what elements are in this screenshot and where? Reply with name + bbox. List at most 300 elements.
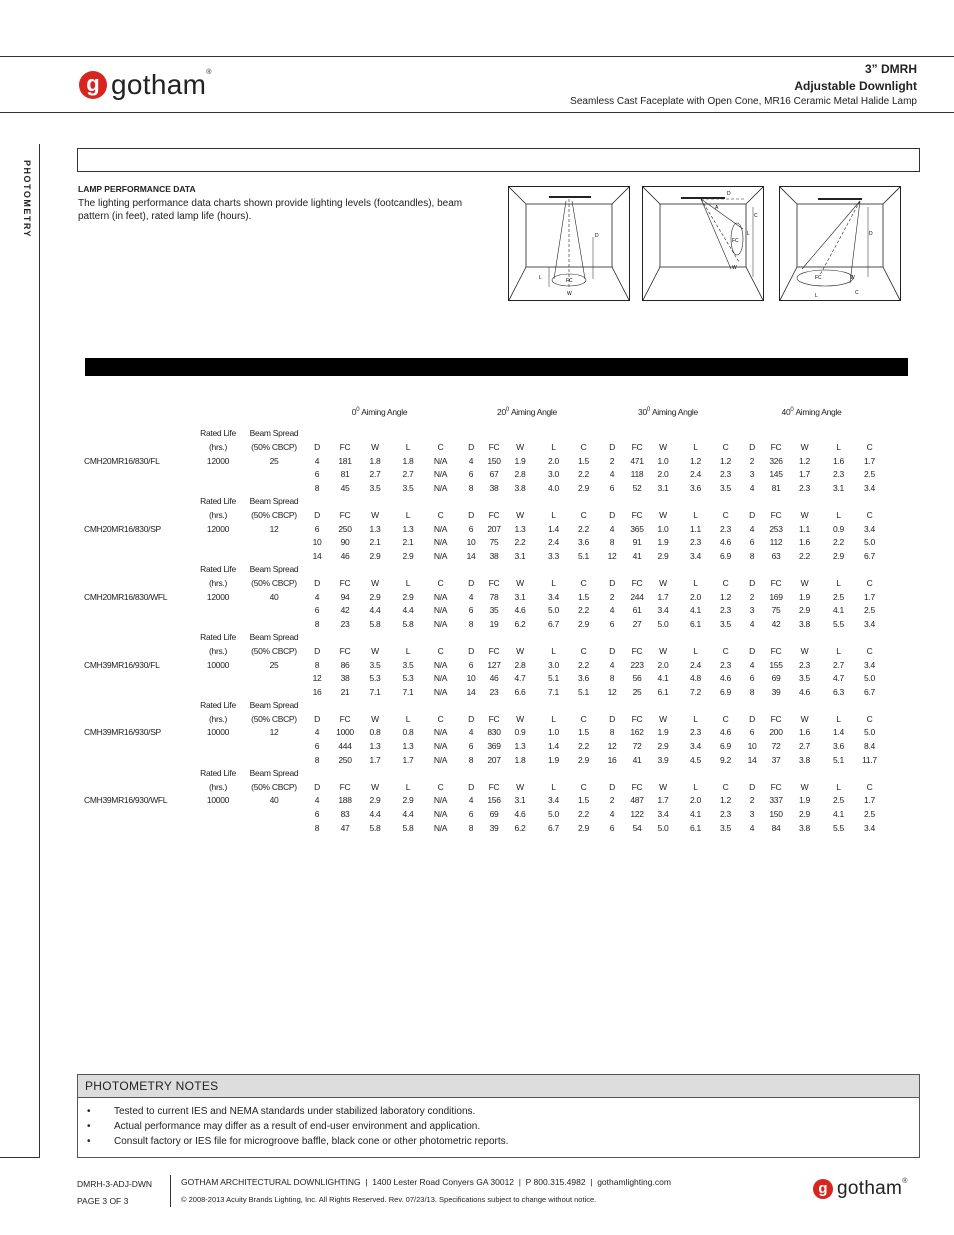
section-title-bar: [77, 148, 920, 172]
lamp-spacer: [84, 822, 190, 836]
data-cell: 5.0: [548, 605, 559, 616]
data-cell: 75: [771, 605, 781, 616]
data-cell: 8: [468, 754, 474, 765]
data-cell: 12: [607, 741, 617, 752]
data-cell: 830: [487, 727, 501, 738]
blank-cell: [679, 427, 712, 441]
blank-cell: [332, 495, 358, 509]
data-cell: 6.3: [833, 686, 844, 697]
blank-cell: [597, 767, 627, 781]
data-cell: 52: [632, 482, 642, 493]
notes-item: • Tested to current IES and NEMA standards under stabilized laboratory conditions.: [78, 1104, 919, 1119]
table-row: [84, 468, 884, 482]
data-cell: 3.5: [402, 659, 414, 670]
data-cell: 42: [771, 618, 781, 629]
data-cell: 4.1: [690, 605, 701, 616]
column-header: FC: [339, 577, 351, 588]
footer-logo-mark-icon: g: [813, 1179, 833, 1199]
lamp-spacer: [84, 740, 190, 754]
blank-cell: [597, 699, 627, 713]
blank-cell: [246, 536, 302, 550]
data-cell: 10: [466, 537, 476, 548]
data-cell: 2.9: [402, 795, 414, 806]
column-header: FC: [339, 509, 351, 520]
lamp-spacer: [84, 441, 190, 455]
table-row: [84, 482, 884, 496]
blank-cell: [712, 699, 739, 713]
data-cell: 6.2: [514, 618, 526, 629]
lamp-header-row: [84, 713, 884, 727]
column-header: L: [693, 781, 698, 792]
blank-cell: [503, 767, 537, 781]
data-cell: 3.0: [548, 469, 559, 480]
blank-cell: [246, 740, 302, 754]
lamp-spacer: [84, 604, 190, 618]
data-cell: 3.5: [402, 482, 414, 493]
data-cell: 4.1: [657, 673, 669, 684]
data-cell: 2.0: [690, 591, 701, 602]
table-row: [84, 659, 884, 673]
data-cell: 69: [489, 809, 499, 820]
lamp-spacer: [84, 482, 190, 496]
data-cell: 75: [489, 537, 499, 548]
column-header: W: [371, 713, 379, 724]
blank-cell: [392, 427, 424, 441]
column-header: FC: [770, 781, 782, 792]
column-header: L: [405, 509, 411, 520]
data-cell: 2.2: [578, 523, 589, 534]
data-cell: 2.2: [799, 550, 810, 561]
blank-cell: [246, 672, 302, 686]
lamp-name: CMH20MR16/830/FL: [84, 455, 160, 466]
data-cell: 7.1: [369, 686, 381, 697]
data-cell: 2.7: [369, 469, 381, 480]
data-cell: 1.0: [657, 523, 669, 534]
data-cell: 3.4: [548, 795, 559, 806]
column-header: C: [866, 645, 873, 656]
data-cell: 8: [609, 537, 615, 548]
data-cell: 2.3: [720, 659, 731, 670]
data-cell: 4: [749, 482, 755, 493]
column-header: D: [749, 713, 755, 724]
data-cell: 1.3: [402, 741, 414, 752]
lamp-performance-heading: LAMP PERFORMANCE DATA: [78, 184, 196, 194]
data-cell: 3.6: [578, 537, 589, 548]
rated-life-header: Rated Life: [200, 428, 236, 439]
blank-cell: [855, 699, 884, 713]
data-cell: 8: [468, 822, 474, 833]
column-header: C: [437, 645, 444, 656]
lamp-spacer: [84, 754, 190, 768]
blank-cell: [358, 631, 392, 645]
data-cell: 5.8: [402, 822, 414, 833]
data-cell: 2: [749, 591, 755, 602]
data-cell: 5.3: [402, 673, 414, 684]
data-cell: 47: [340, 822, 350, 833]
data-cell: 3.8: [799, 618, 810, 629]
diagram3-label-d: D: [869, 231, 873, 237]
diagram-aimed-wall-svg: [643, 187, 763, 300]
data-cell: 19: [489, 618, 499, 629]
column-header: W: [371, 442, 379, 453]
beam-spread-value: 12: [269, 523, 279, 534]
data-cell: 1.9: [657, 537, 669, 548]
table-row: [84, 726, 884, 740]
data-cell: 2.0: [690, 795, 701, 806]
data-cell: 39: [771, 686, 781, 697]
column-header: D: [609, 577, 615, 588]
blank-cell: [679, 563, 712, 577]
lamp-spacer: [84, 427, 190, 441]
column-header: L: [693, 577, 698, 588]
data-cell: 0.9: [514, 727, 526, 738]
blank-cell: [787, 767, 822, 781]
spacer-cell: [84, 419, 884, 427]
data-cell: N/A: [433, 795, 448, 806]
data-cell: 1.7: [369, 754, 381, 765]
column-header: C: [722, 577, 729, 588]
blank-cell: [627, 495, 647, 509]
column-header: FC: [488, 645, 500, 656]
data-cell: 3.5: [799, 673, 810, 684]
column-header: FC: [339, 781, 351, 792]
data-cell: 2.1: [402, 537, 414, 548]
data-cell: 2.7: [402, 469, 414, 480]
data-cell: 1.1: [799, 523, 810, 534]
column-header: FC: [770, 442, 782, 453]
blank-cell: [822, 631, 855, 645]
rated-life-value: 10000: [206, 795, 230, 806]
lamp-spacer: [84, 550, 190, 564]
data-cell: 3.5: [720, 618, 731, 629]
data-cell: 12: [607, 550, 617, 561]
data-cell: N/A: [433, 605, 448, 616]
blank-cell: [457, 699, 485, 713]
blank-cell: [246, 754, 302, 768]
data-cell: 0.9: [833, 523, 844, 534]
data-cell: 1.7: [402, 754, 414, 765]
data-cell: 4.1: [690, 809, 701, 820]
column-header: C: [580, 577, 587, 588]
data-cell: 6.9: [720, 550, 731, 561]
data-cell: 6.1: [657, 686, 669, 697]
data-cell: 3.8: [799, 754, 810, 765]
footer-logo: [813, 1178, 908, 1200]
column-header: C: [437, 442, 444, 453]
data-cell: 3.4: [548, 591, 559, 602]
data-cell: 1.3: [514, 741, 526, 752]
blank-cell: [855, 767, 884, 781]
column-header: FC: [770, 509, 782, 520]
data-cell: 3.4: [657, 809, 669, 820]
data-cell: 3.1: [657, 482, 669, 493]
data-cell: 4.8: [690, 673, 701, 684]
data-cell: 38: [489, 550, 499, 561]
blank-cell: [537, 427, 570, 441]
data-cell: 3.4: [864, 523, 875, 534]
rated-life-unit: (hrs.): [208, 442, 228, 453]
blank-cell: [392, 767, 424, 781]
blank-cell: [712, 767, 739, 781]
column-header: FC: [631, 645, 643, 656]
blank-cell: [647, 631, 679, 645]
data-cell: 4.5: [690, 754, 701, 765]
data-cell: 3.5: [369, 482, 381, 493]
data-cell: 2.9: [833, 550, 844, 561]
data-cell: 2.1: [369, 537, 381, 548]
column-header: D: [609, 713, 615, 724]
degree-sup: 0: [505, 407, 509, 413]
column-header: FC: [631, 577, 643, 588]
angle-suffix: Aiming Angle: [361, 406, 408, 417]
beam-spread-value: 12: [269, 727, 279, 738]
data-cell: 0.8: [402, 727, 414, 738]
blank-cell: [392, 563, 424, 577]
data-cell: 2.3: [720, 605, 731, 616]
blank-cell: [647, 495, 679, 509]
data-cell: 0.8: [369, 727, 381, 738]
blank-cell: [485, 495, 503, 509]
data-cell: 1.5: [578, 795, 589, 806]
data-cell: 4.0: [548, 482, 559, 493]
blank-cell: [503, 563, 537, 577]
blank-cell: [739, 427, 765, 441]
data-cell: 207: [487, 754, 501, 765]
column-header: D: [749, 781, 755, 792]
sidebar-label: PHOTOMETRY: [22, 160, 32, 239]
data-cell: N/A: [433, 659, 448, 670]
lamp-spacer: [84, 713, 190, 727]
blank-cell: [570, 563, 597, 577]
data-cell: 4.1: [833, 809, 844, 820]
data-cell: 1.2: [720, 591, 731, 602]
lamp-name: CMH39MR16/930/WFL: [84, 795, 168, 806]
data-cell: 6: [749, 673, 755, 684]
data-cell: 3.4: [864, 822, 875, 833]
diagram2-label-d: D: [727, 191, 731, 197]
data-cell: 8: [468, 618, 474, 629]
lamp-name: CMH20MR16/830/WFL: [84, 591, 168, 602]
data-cell: 1.5: [578, 455, 589, 466]
data-cell: 39: [489, 822, 499, 833]
data-cell: 3.4: [657, 605, 669, 616]
rated-life-value: 12000: [206, 591, 230, 602]
column-header: D: [749, 509, 755, 520]
lamp-header-row: [84, 427, 884, 441]
blank-cell: [485, 563, 503, 577]
lamp-spacer: [84, 686, 190, 700]
data-cell: 3.4: [864, 659, 875, 670]
beam-spread-value: 25: [269, 659, 279, 670]
blank-cell: [597, 563, 627, 577]
blank-cell: [537, 495, 570, 509]
column-header: D: [314, 442, 320, 453]
blank-cell: [570, 767, 597, 781]
blank-cell: [358, 563, 392, 577]
data-cell: 1.3: [369, 741, 381, 752]
data-cell: 1000: [336, 727, 354, 738]
data-cell: 14: [466, 550, 476, 561]
column-header: D: [468, 781, 474, 792]
data-cell: 2.9: [402, 550, 414, 561]
data-cell: 4: [468, 591, 474, 602]
data-cell: 3.5: [720, 822, 731, 833]
blank-cell: [424, 495, 457, 509]
data-cell: 188: [338, 795, 352, 806]
table-row: [84, 604, 884, 618]
blank-cell: [457, 631, 485, 645]
column-header: L: [551, 577, 556, 588]
data-cell: 4: [609, 605, 615, 616]
data-cell: 2.2: [578, 605, 589, 616]
blank-cell: [358, 767, 392, 781]
data-cell: 3.1: [833, 482, 844, 493]
data-cell: 4: [314, 591, 320, 602]
data-cell: 14: [312, 550, 322, 561]
blank-cell: [190, 604, 246, 618]
photometry-table: [84, 404, 884, 835]
blank-cell: [822, 767, 855, 781]
data-cell: 6: [749, 537, 755, 548]
data-cell: 1.0: [657, 455, 669, 466]
data-cell: 6.7: [548, 822, 559, 833]
rated-life-value: 12000: [206, 523, 230, 534]
lamp-spacer: [84, 672, 190, 686]
data-cell: 6: [314, 741, 320, 752]
diagram2-label-w: W: [732, 265, 737, 271]
blank-cell: [392, 631, 424, 645]
data-cell: 10: [466, 673, 476, 684]
column-header: D: [749, 442, 755, 453]
blank-cell: [424, 563, 457, 577]
data-cell: 8: [749, 686, 755, 697]
blank-cell: [765, 427, 787, 441]
column-header: C: [580, 713, 587, 724]
blank-cell: [503, 699, 537, 713]
data-cell: 5.1: [548, 673, 559, 684]
data-cell: 2.3: [799, 659, 810, 670]
data-cell: 3.9: [657, 754, 669, 765]
data-cell: 3.6: [690, 482, 701, 493]
lamp-spacer: [84, 509, 190, 523]
lamp-header-row: [84, 577, 884, 591]
header-product-block: [570, 61, 917, 108]
data-cell: 3.8: [514, 482, 526, 493]
blank-cell: [457, 767, 485, 781]
blank-cell: [190, 686, 246, 700]
lamp-spacer: [84, 495, 190, 509]
data-cell: 2.8: [514, 469, 526, 480]
blank-cell: [679, 631, 712, 645]
beam-spread-header: Beam Spread: [249, 768, 299, 779]
data-cell: 150: [487, 455, 501, 466]
beam-spread-header: Beam Spread: [249, 700, 299, 711]
blank-cell: [537, 631, 570, 645]
data-cell: N/A: [433, 822, 448, 833]
data-cell: 2.3: [833, 469, 844, 480]
data-cell: 23: [489, 686, 499, 697]
lamp-header-row: [84, 563, 884, 577]
data-cell: 2.5: [833, 591, 844, 602]
data-cell: 4: [468, 795, 474, 806]
data-cell: 5.1: [833, 754, 844, 765]
data-cell: 84: [771, 822, 781, 833]
data-cell: 5.8: [369, 618, 381, 629]
product-title: Adjustable Downlight: [794, 79, 917, 93]
data-cell: 2.9: [578, 618, 589, 629]
data-cell: 4.6: [514, 605, 526, 616]
data-cell: 369: [487, 741, 501, 752]
data-cell: 7.2: [690, 686, 701, 697]
lamp-header-row: [84, 631, 884, 645]
data-cell: 6: [609, 822, 615, 833]
column-header: L: [405, 713, 411, 724]
data-cell: 6: [468, 659, 474, 670]
blank-cell: [647, 563, 679, 577]
blank-cell: [503, 495, 537, 509]
data-cell: 2.3: [690, 537, 701, 548]
rated-life-header: Rated Life: [200, 632, 236, 643]
data-cell: 3.5: [369, 659, 381, 670]
blank-cell: [392, 699, 424, 713]
column-header: C: [437, 713, 444, 724]
diagram2-label-fc: FC: [732, 238, 739, 244]
blank-cell: [787, 495, 822, 509]
blank-cell: [302, 495, 332, 509]
column-header: L: [836, 781, 841, 792]
table-row: [84, 740, 884, 754]
data-cell: 3.6: [833, 741, 844, 752]
table-row: [84, 686, 884, 700]
blank-cell: [765, 699, 787, 713]
column-header: W: [516, 509, 524, 520]
column-header: C: [580, 509, 587, 520]
blank-cell: [570, 427, 597, 441]
data-cell: 8: [468, 482, 474, 493]
blank-cell: [787, 699, 822, 713]
blank-cell: [190, 808, 246, 822]
blank-cell: [712, 631, 739, 645]
data-cell: 9.2: [720, 754, 731, 765]
data-cell: 4.4: [402, 809, 414, 820]
blank-cell: [246, 686, 302, 700]
rated-life-header: Rated Life: [200, 496, 236, 507]
data-cell: 3.4: [690, 741, 701, 752]
column-header: W: [371, 577, 379, 588]
blank-cell: [647, 427, 679, 441]
rated-life-unit: (hrs.): [208, 781, 228, 792]
blank-cell: [424, 699, 457, 713]
blank-cell: [822, 699, 855, 713]
data-cell: 4.6: [720, 673, 731, 684]
data-cell: 3.1: [514, 550, 526, 561]
data-cell: 81: [771, 482, 781, 493]
column-header: L: [551, 509, 556, 520]
data-cell: 11.7: [862, 754, 877, 765]
data-cell: 6.9: [720, 741, 731, 752]
aiming-angle-header: [457, 404, 597, 419]
column-header: C: [580, 781, 587, 792]
data-cell: 3.4: [690, 550, 701, 561]
column-header: D: [609, 509, 615, 520]
blank-cell: [457, 563, 485, 577]
data-cell: 337: [769, 795, 783, 806]
data-cell: 91: [632, 537, 642, 548]
column-header: W: [800, 509, 809, 520]
blank-cell: [739, 495, 765, 509]
data-cell: 2.2: [833, 537, 844, 548]
data-cell: 8: [609, 673, 615, 684]
